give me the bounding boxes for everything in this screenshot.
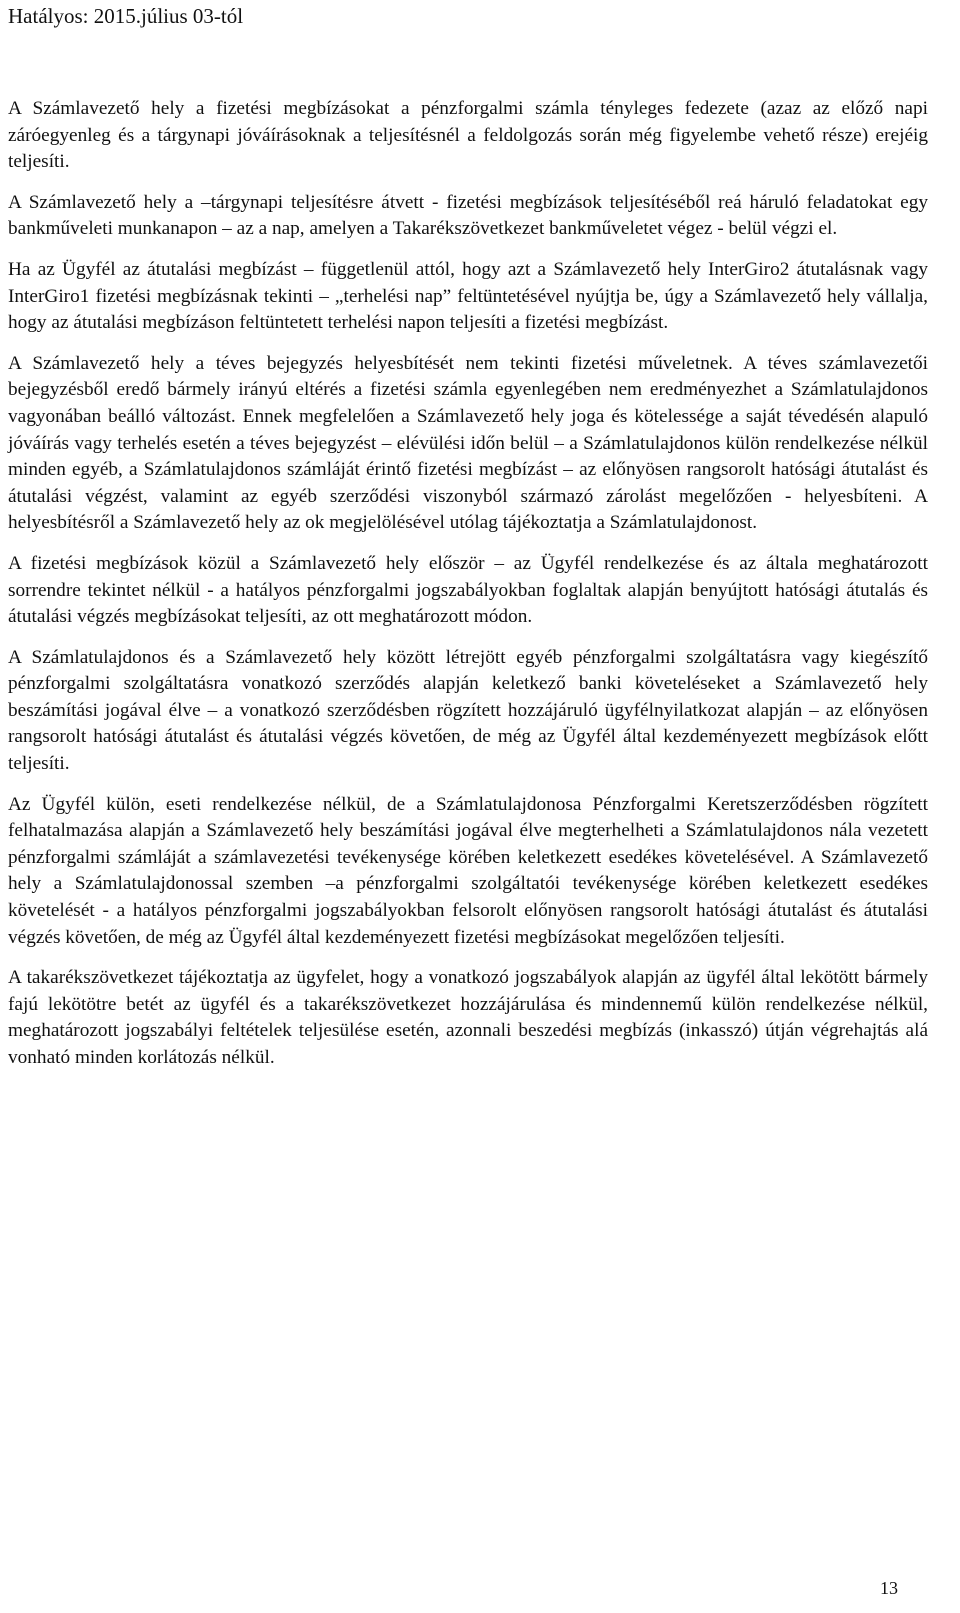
paragraph-teves-bejegyzes: A Számlavezető hely a téves bejegyzés helyesbítését nem tekinti fizetési műveletnek. A téves számlavezetői bejegyzésből eredő bármely irányú eltérés a fizetési számla egyenlegében nem eredményezhet a Számlatulajdonos vagyonában beálló változást. Ennek megfelelően a Számlavezető hely joga és kötelessége a saját tévedésén alapuló jóváírás vagy terhelés esetén a téves bejegyzést – elévülési időn belül – a Számlatulajdonos külön rendelkezése nélkül minden egyéb, a Számlatulajdonos számláját érintő fizetési megbízást – az előnyösen rangsorolt hatósági átutalást és átutalási végzést, valamint az egyéb szerződési viszonyból származó zárolást megelőzően - helyesbíteni. A helyesbítésről a Számlavezető hely az ok megjelölésével utólag tájékoztatja a Számlatulajdonost. [8,352,928,534]
paragraph-beszamitas: A Számlatulajdonos és a Számlavezető hely között létrejött egyéb pénzforgalmi szolgáltatásra vagy kiegészítő pénzforgalmi szolgáltatásra vonatkozó szerződés alapján keletkező banki követeléseket a Számlavezető hely beszámítási jogával élve – a vonatkozó szerződésben rögzített hozzájáruló ügyfélnyilatkozat alapján – az előnyösen rangsorolt hatósági átutalást és átutalási végzés követően, de még az Ügyfél által kezdeményezett megbízások előtt teljesíti. [8,646,928,775]
paragraph-teljesites-ido: A Számlavezető hely a –tárgynapi teljesítésre átvett - fizetési megbízások teljesítéséből reá háruló feladatokat egy bankműveleti munkanapon – az a nap, amelyen a Takarékszövetkezet bankműveletet végez - belül végzi el. [8,191,928,240]
paragraph-terheles: Az Ügyfél külön, eseti rendelkezése nélkül, de a Számlatulajdonosa Pénzforgalmi Keretszerződésben rögzített felhatalmazása alapján a Számlavezető hely beszámítási jogával élve megterhelheti a Számlatulajdonos nála vezetett pénzforgalmi számláját a számlavezetési tevékenysége körében keletkezett esedékes követelésével. A Számlavezető hely a Számlatulajdonossal szemben –a pénzforgalmi szolgáltatói tevékenysége körében keletkezett esedékes követelését - a hatályos pénzforgalmi jogszabályokban felsorolt előnyösen rangsorolt hatósági átutalást és átutalási végzés követően, de még az Ügyfél által kezdeményezett fizetési megbízásokat megelőzően teljesíti. [8,793,928,948]
document-body [8,96,928,1086]
paragraph-intergiro: Ha az Ügyfél az átutalási megbízást – függetlenül attól, hogy azt a Számlavezető hely InterGiro2 átutalásnak vagy InterGiro1 fizetési megbízásnak tekinti – „terhelési nap” feltüntetésével nyújtja be, úgy a Számlavezető hely vállalja, hogy az átutalási megbízáson feltüntetett terhelési napon teljesíti a fizetési megbízást. [8,258,928,334]
page-number: 13 [880,1578,898,1598]
validity-header: Hatályos: 2015.július 03-tól [8,4,244,28]
paragraph-inkasszo: A takarékszövetkezet tájékoztatja az ügyfelet, hogy a vonatkozó jogszabályok alapján az ügyfél által lekötött bármely fajú lekötötre betét az ügyfél és a takarékszövetkezet hozzájárulása és mindennemű külön rendelkezése nélkül, meghatározott jogszabályi feltételek teljesülése esetén, azonnali beszedési megbízás (inkasszó) útján végrehajtás alá vonható minden korlátozás nélkül. [8,967,928,1068]
paragraph-sorrend: A fizetési megbízások közül a Számlavezető hely először – az Ügyfél rendelkezése és az általa meghatározott sorrendre tekintet nélkül - a hatályos pénzforgalmi jogszabályokban foglaltak alapján benyújtott hatósági átutalás és átutalási végzés megbízásokat teljesíti, az ott meghatározott módon. [8,552,928,628]
paragraph-fedezet: A Számlavezető hely a fizetési megbízásokat a pénzforgalmi számla tényleges fedezete (azaz az előző napi záróegyenleg és a tárgynapi jóváírásoknak a teljesítésnél a feldolgozás során még figyelembe vehető része) erejéig teljesíti. [8,98,928,173]
